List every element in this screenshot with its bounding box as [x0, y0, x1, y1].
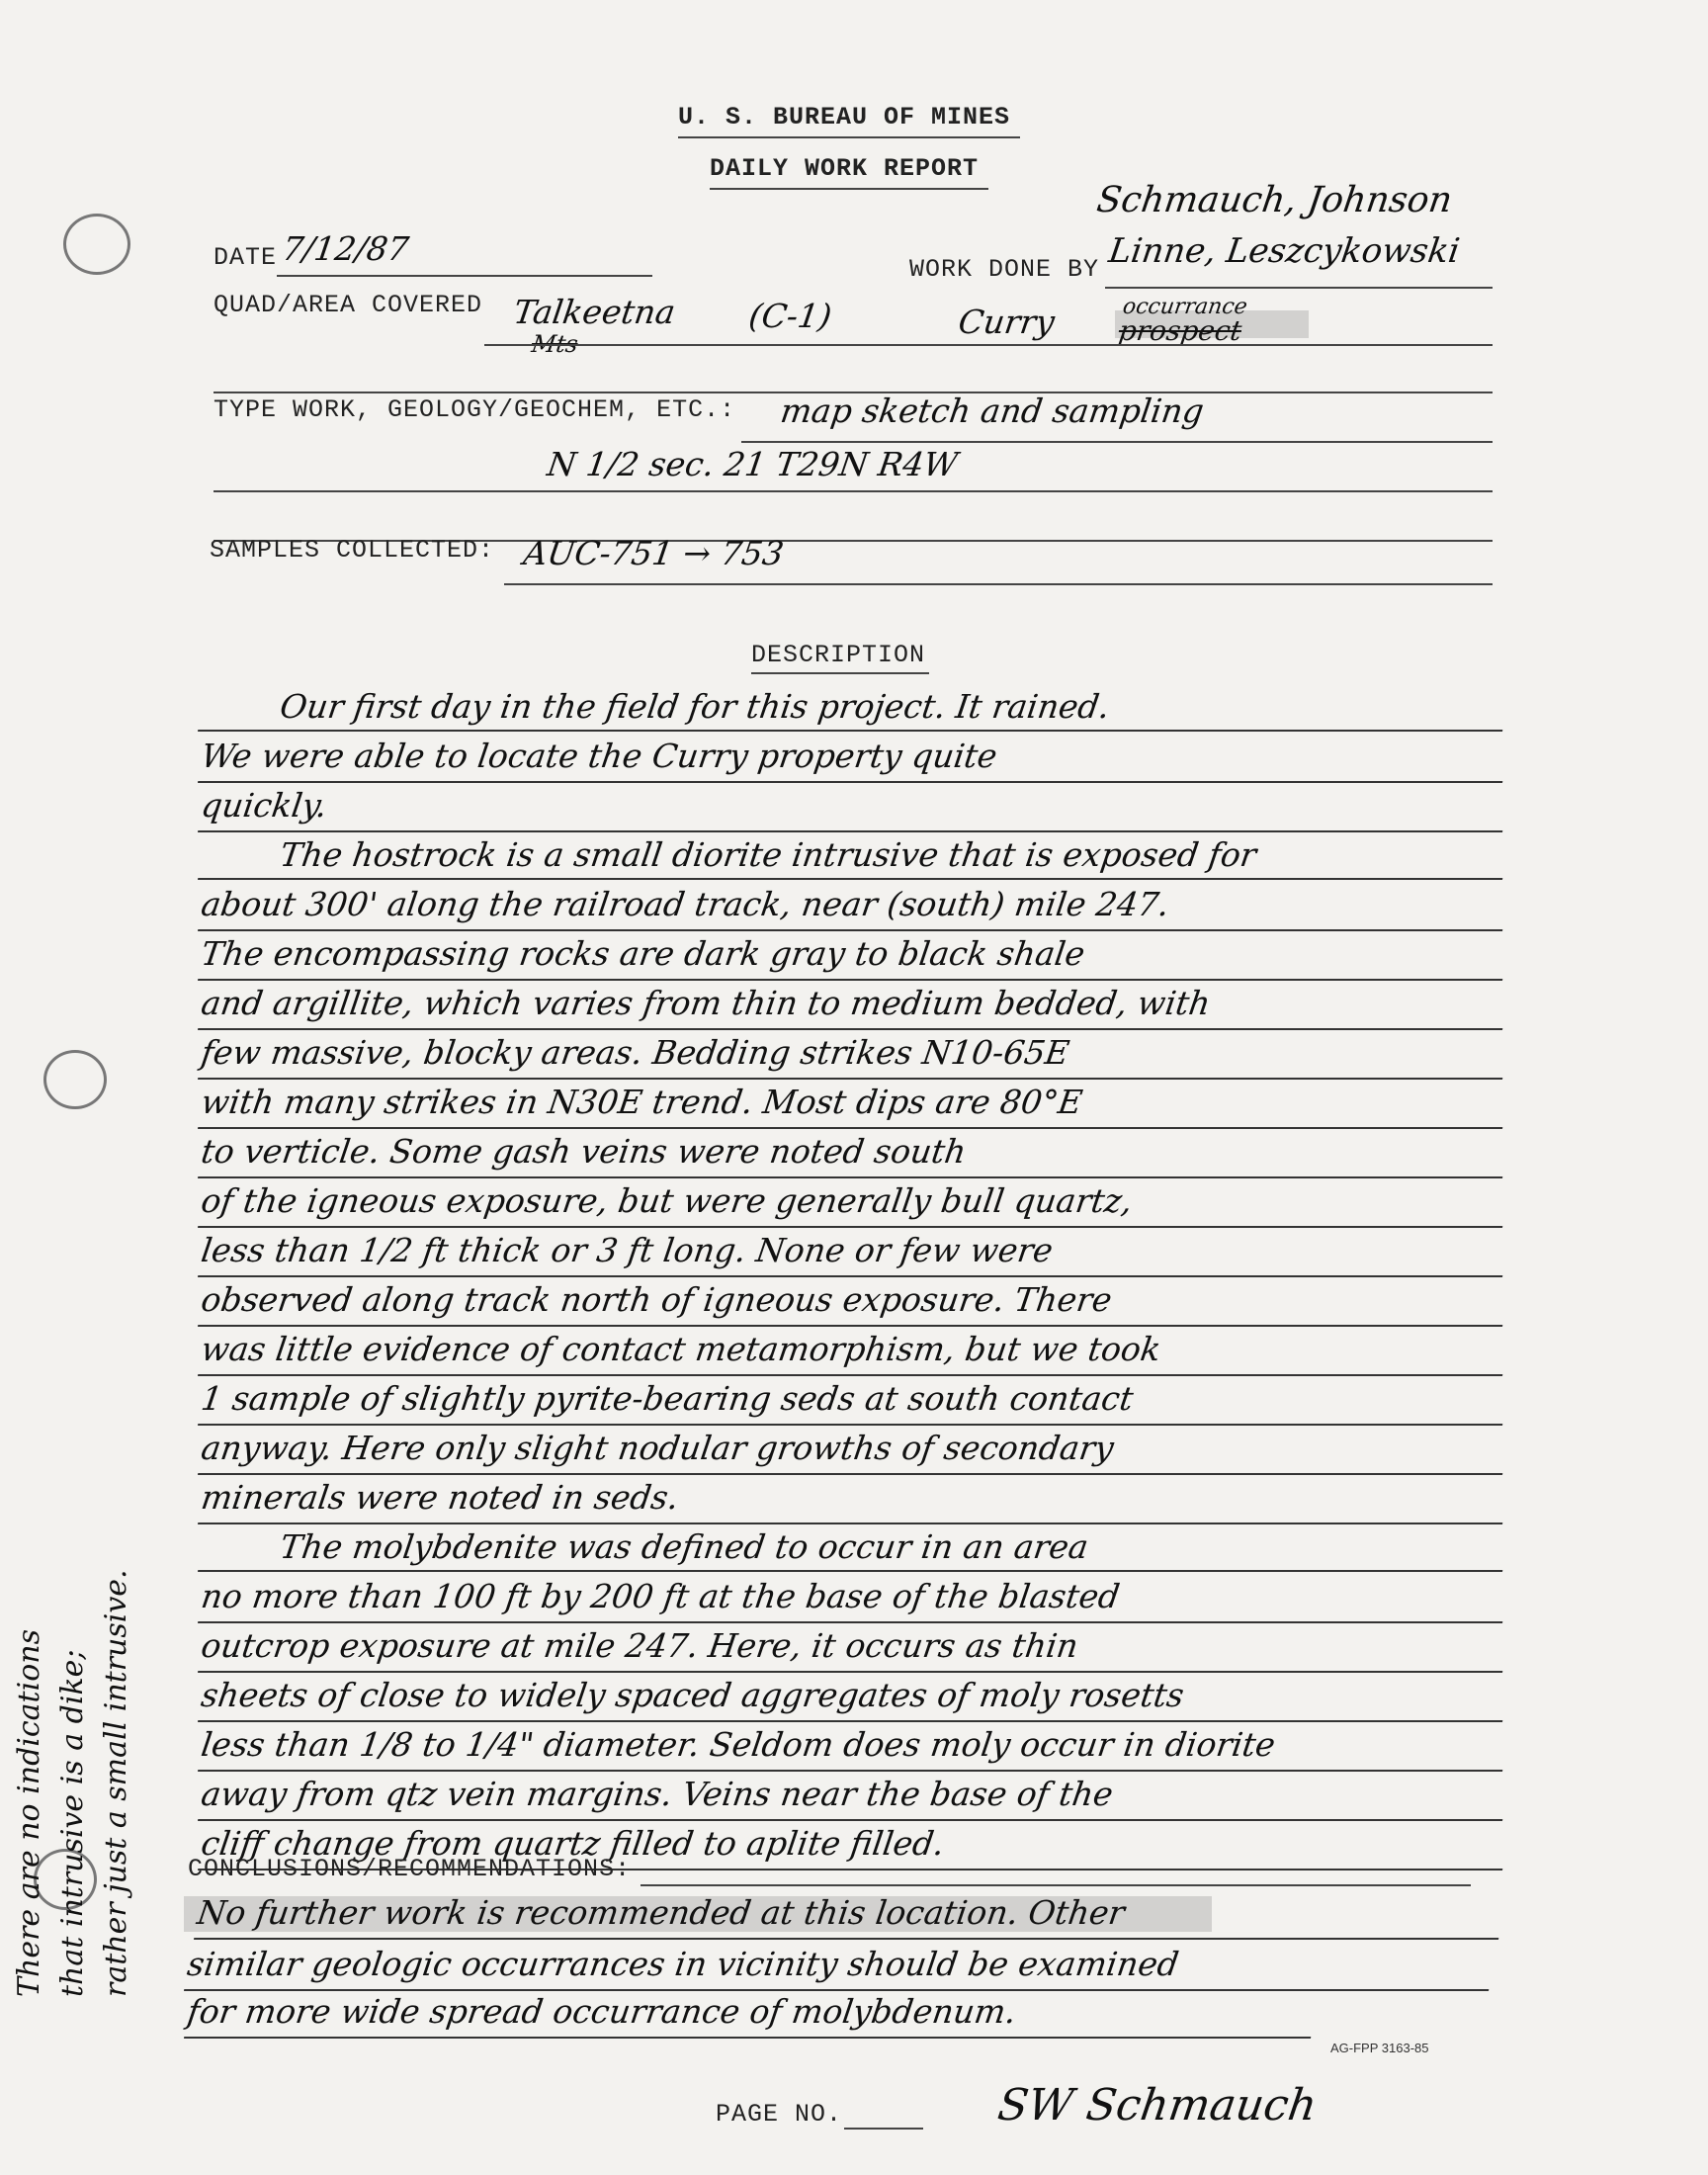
type-work-line-2 — [214, 490, 1493, 492]
description-line: to verticle. Some gash veins were noted south — [198, 1127, 1509, 1178]
description-line: was little evidence of contact metamorphism, but we took — [198, 1325, 1509, 1376]
type-work-line-1 — [741, 441, 1493, 443]
margin-note-line: that intrusive is a dike; — [55, 1649, 90, 1997]
conclusions-label-line — [640, 1884, 1471, 1886]
description-line: outcrop exposure at mile 247. Here, it occurs as thin — [198, 1621, 1509, 1673]
samples-collected-label: SAMPLES COLLECTED: — [210, 536, 495, 565]
type-work-value-2: N 1/2 sec. 21 T29N R4W — [545, 445, 961, 483]
description-line: no more than 100 ft by 200 ft at the base of the blasted — [198, 1572, 1509, 1623]
date-line — [277, 275, 652, 277]
description-line: of the igneous exposure, but were generally bull quartz, — [198, 1176, 1509, 1228]
type-work-label: TYPE WORK, GEOLOGY/GEOCHEM, ETC.: — [214, 395, 736, 424]
work-done-by-line — [1105, 287, 1493, 289]
type-work-value-1: map sketch and sampling — [778, 392, 1207, 430]
margin-note-line: rather just a small intrusive. — [99, 1569, 133, 1997]
quad-area-line — [484, 344, 1493, 346]
agency-title: U. S. BUREAU OF MINES — [678, 103, 1011, 131]
date-label: DATE — [214, 243, 278, 272]
margin-note — [8, 1364, 138, 1997]
quad-area-value: Talkeetna — [511, 293, 678, 331]
description-line: about 300' along the railroad track, near (south) mile 247. — [198, 880, 1509, 931]
samples-collected-value: AUC-751 → 753 — [521, 534, 787, 572]
location-struck: prospect — [1116, 314, 1244, 347]
location-value: Curry — [956, 303, 1058, 341]
description-line: observed along track north of igneous exposure. There — [198, 1275, 1509, 1327]
conclusions-line: No further work is recommended at this location. Other — [194, 1888, 1505, 1940]
description-line: The molybdenite was defined to occur in an area — [198, 1522, 1509, 1572]
description-line: 1 sample of slightly pyrite-bearing seds at south contact — [198, 1374, 1509, 1426]
description-line: less than 1/8 to 1/4" diameter. Seldom does moly occur in diorite — [198, 1720, 1509, 1772]
form-code: AG-FPP 3163-85 — [1330, 2041, 1429, 2055]
description-line: We were able to locate the Curry property quite — [198, 732, 1509, 783]
description-heading-underline — [751, 672, 929, 674]
description-line: quickly. — [198, 781, 1509, 832]
description-line: The hostrock is a small diorite intrusive that is exposed for — [198, 830, 1509, 880]
description-line: away from qtz vein margins. Veins near the base of the — [198, 1770, 1509, 1821]
description-line: and argillite, which varies from thin to medium bedded, with — [198, 979, 1509, 1030]
conclusions-label: CONCLUSIONS/RECOMMENDATIONS: — [188, 1855, 632, 1883]
date-value: 7/12/87 — [280, 229, 411, 268]
margin-note-line: There are no indications — [12, 1629, 46, 1997]
location-insert: occurrance — [1121, 295, 1249, 319]
work-done-by-label: WORK DONE BY — [909, 255, 1100, 284]
signature: SW Schmauch — [994, 2080, 1321, 2131]
report-title-underline — [710, 188, 988, 190]
description-line: sheets of close to widely spaced aggregates of moly rosetts — [198, 1671, 1509, 1722]
report-title: DAILY WORK REPORT — [710, 154, 980, 183]
description-line: less than 1/2 ft thick or 3 ft long. None or few were — [198, 1226, 1509, 1277]
conclusions-line: similar geologic occurrances in vicinity should be examined — [184, 1940, 1495, 1991]
quad-area-label: QUAD/AREA COVERED — [214, 291, 483, 319]
page-number-label: PAGE NO. — [716, 2100, 843, 2129]
work-done-by-names-2: Linne, Leszcykowski — [1106, 231, 1463, 271]
punch-hole-middle — [43, 1050, 107, 1109]
page-number-line — [844, 2128, 923, 2130]
description-line: minerals were noted in seds. — [198, 1473, 1509, 1524]
quad-area-subvalue: (C-1) — [746, 297, 834, 335]
punch-hole-top — [63, 214, 130, 275]
description-heading: DESCRIPTION — [751, 641, 926, 669]
agency-underline — [678, 136, 1020, 138]
conclusions-line: for more wide spread occurrance of molybdenum. — [184, 1987, 1318, 2039]
samples-line-1 — [504, 583, 1493, 585]
description-line: The encompassing rocks are dark gray to black shale — [198, 929, 1509, 981]
quad-area-struck: Mts — [530, 330, 580, 358]
description-line: anyway. Here only slight nodular growths of secondary — [198, 1424, 1509, 1475]
description-line: cliff change from quartz filled to aplite filled. — [198, 1819, 1509, 1870]
description-line: with many strikes in N30E trend. Most dips are 80°E — [198, 1078, 1509, 1129]
description-line: Our first day in the field for this project. It rained. — [198, 682, 1509, 732]
description-line: few massive, blocky areas. Bedding strikes N10-65E — [198, 1028, 1509, 1080]
work-done-by-names-1: Schmauch, Johnson — [1094, 180, 1455, 220]
